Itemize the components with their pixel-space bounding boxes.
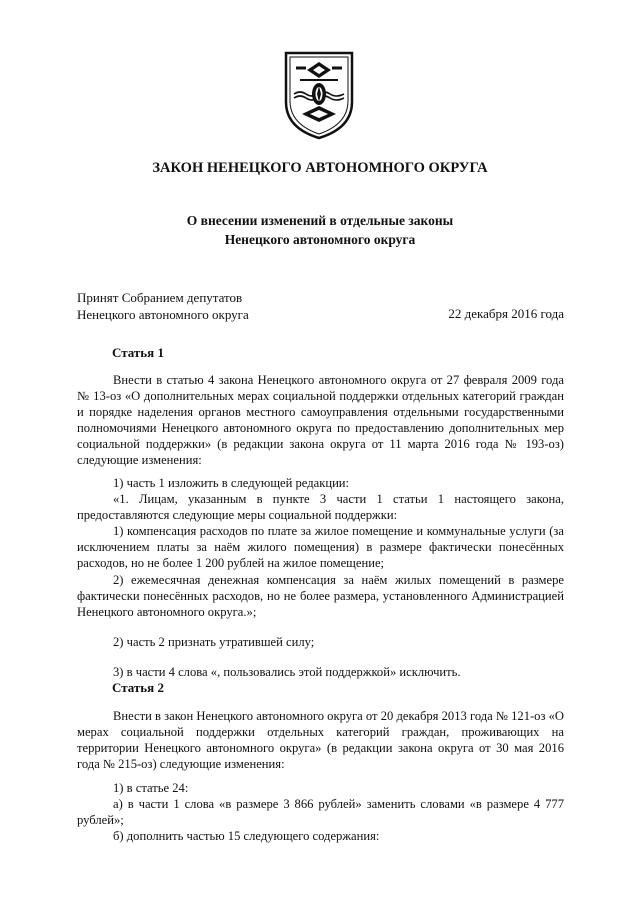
list-item: «1. Лицам, указанным в пункте 3 части 1 статьи 1 настоящего закона, предоставляются следующие меры социальной поддержки: — [77, 492, 564, 523]
article-1-intro: Внести в статью 4 закона Ненецкого автономного округа от 27 февраля 2009 года № 13-оз «О дополнительных мерах социальной поддержки отдельных категорий граждан и порядке наделения органов местного самоуправления отдельными государственными полномочиями Ненецкого автономного округа по предоставлению дополнительных мер социальной поддержки» (в редакции закона округа от 11 марта 2016 года № 193-оз) следующие изменения: — [77, 373, 564, 468]
list-item: 3) в части 4 слова «, пользовались этой поддержкой» исключить. — [113, 664, 461, 679]
law-subject-line-1: О внесении изменений в отдельные законы — [186, 213, 454, 228]
list-item: а) в части 1 слова «в размере 3 866 рублей» заменить словами «в размере 4 777 рублей»; — [77, 797, 564, 828]
adoption-line-2: Ненецкого автономного округа — [77, 307, 249, 322]
adoption-date: 22 декабря 2016 года — [448, 306, 564, 321]
adoption-block — [77, 289, 249, 323]
nenets-coat-of-arms-icon — [282, 50, 356, 140]
list-item: 2) часть 2 признать утратившей силу; — [113, 634, 315, 649]
adoption-line-1: Принят Собранием депутатов — [77, 290, 243, 305]
law-subject — [0, 211, 640, 249]
article-1-heading: Статья 1 — [112, 345, 164, 360]
list-item: 2) ежемесячная денежная компенсация за наём жилых помещений в размере фактически понесённых расходов, но не более размера, установленного Администрацией Ненецкого автономного округа.»; — [77, 572, 564, 619]
article-2-intro: Внести в закон Ненецкого автономного округа от 20 декабря 2013 года № 121-оз «О мерах социальной поддержки отдельных категорий граждан, проживающих на территории Ненецкого автономного округа» (в редакции закона округа от 30 мая 2016 года № 215-оз) следующие изменения: — [77, 709, 564, 772]
article-2-items — [77, 780, 564, 844]
article-1-items — [77, 475, 564, 680]
law-subject-line-2: Ненецкого автономного округа — [224, 232, 416, 247]
list-item: 1) компенсация расходов по плате за жилое помещение и коммунальные услуги (за исключением платы за наём жилого помещения) в размере фактически понесённых расходов, но не более 1 200 рублей на жилое помещение; — [77, 524, 564, 571]
article-2-heading: Статья 2 — [112, 680, 164, 695]
list-item: 1) часть 1 изложить в следующей редакции: — [113, 476, 350, 490]
law-title: ЗАКОН НЕНЕЦКОГО АВТОНОМНОГО ОКРУГА — [152, 160, 488, 176]
list-item: б) дополнить частью 15 следующего содержания: — [113, 829, 380, 844]
list-item: 1) в статье 24: — [113, 781, 189, 795]
